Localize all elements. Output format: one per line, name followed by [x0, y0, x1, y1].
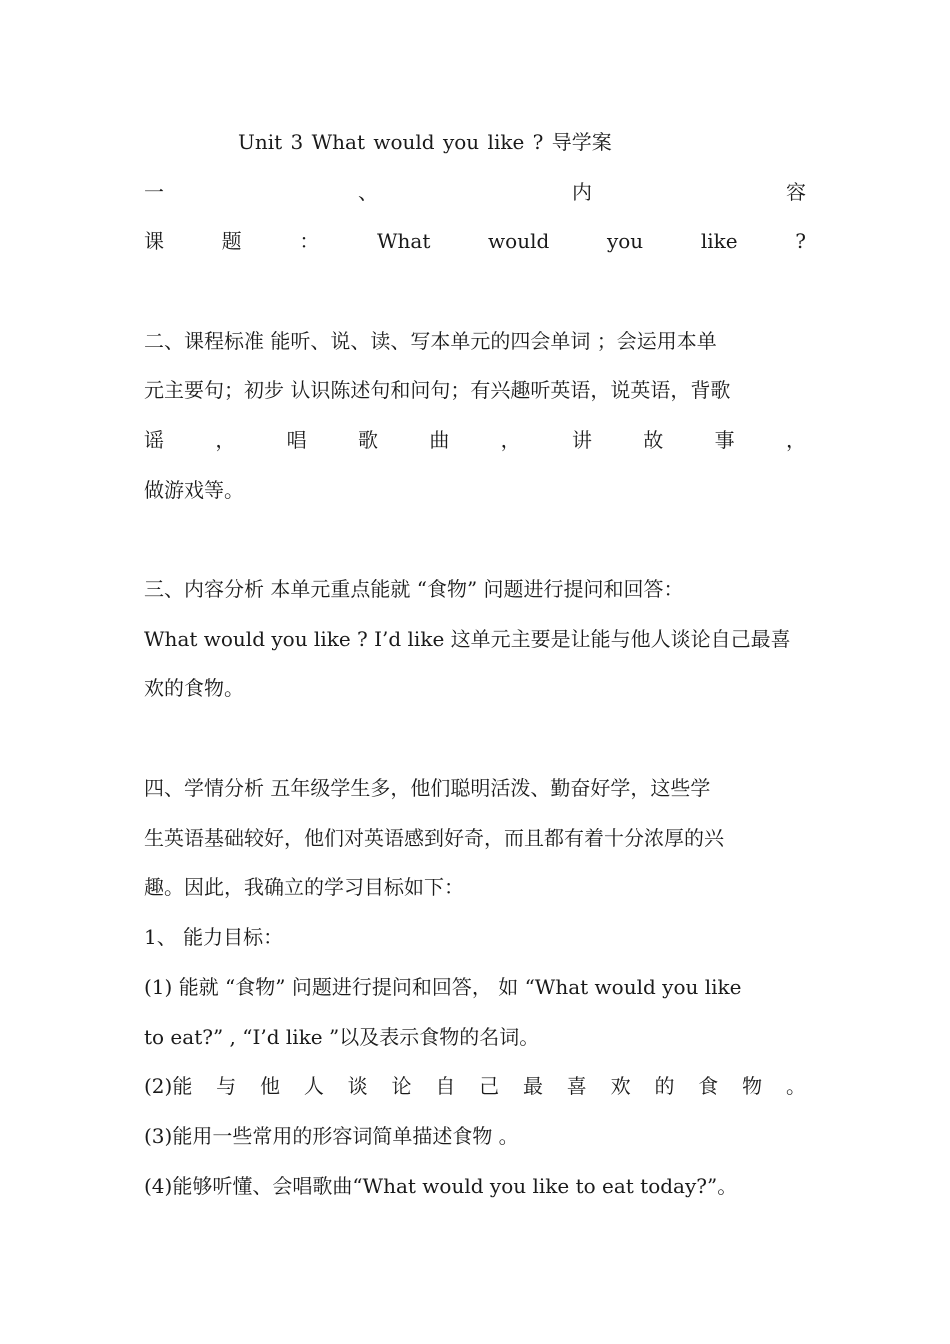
char: 物: [742, 1074, 763, 1098]
goal-item1-line1: (1) 能就 “食物” 问题进行提问和回答， 如 “What would you like: [144, 975, 742, 999]
section2-line4: 做游戏等。: [144, 478, 244, 502]
char: 喜: [566, 1074, 587, 1098]
char: 人: [303, 1074, 324, 1098]
char: 欢: [610, 1074, 631, 1098]
section3-line1: 三、内容分析 本单元重点能就 “食物” 问题进行提问和回答：: [144, 577, 684, 601]
char: 唱: [286, 428, 307, 452]
char: 谣: [144, 428, 164, 452]
char: 、: [358, 180, 378, 204]
document-title: Unit 3 What would you like ? 导学案: [238, 130, 612, 154]
word: 题: [221, 229, 242, 253]
section4-line2: 生英语基础较好，他们对英语感到好奇，而且都有着十分浓厚的兴: [144, 826, 724, 850]
section3-line2: What would you like ? I’d like 这单元主要是让能与他人谈论自己最喜: [144, 627, 791, 651]
goal-item4: (4)能够听懂、会唱歌曲“What would you like to eat today?”。: [144, 1174, 738, 1198]
char: (2)能: [144, 1074, 193, 1098]
word: ?: [795, 229, 806, 253]
section2-line2: 元主要句；初步 认识陈述句和问句；有兴趣听英语，说英语，背歌: [144, 378, 731, 402]
char: 他: [260, 1074, 280, 1098]
char: 歌: [357, 428, 378, 452]
goal-item3: (3)能用一些常用的形容词简单描述食物 。: [144, 1124, 519, 1148]
char: 自: [435, 1074, 456, 1098]
word: ：: [299, 229, 320, 253]
char: 与: [216, 1074, 237, 1098]
char: 的: [654, 1074, 675, 1098]
char: 容: [786, 180, 806, 204]
section3-line3: 欢的食物。: [144, 676, 244, 700]
char: 曲: [429, 428, 450, 452]
word: would: [488, 229, 550, 253]
char: 最: [522, 1074, 543, 1098]
goal-item1-line2: to eat?” , “I’d like ”以及表示食物的名词。: [144, 1025, 540, 1049]
word: you: [606, 229, 644, 253]
section2-line1: 二、课程标准 能听、说、读、写本单元的四会单词 ；会运用本单: [144, 329, 717, 353]
char: 。: [785, 1074, 806, 1098]
word: 课: [144, 229, 164, 253]
goal-heading: 1、 能力目标：: [144, 925, 284, 949]
char: 事: [714, 428, 735, 452]
section4-line1: 四、学情分析 五年级学生多，他们聪明活泼、勤奋好学，这些学: [144, 776, 711, 800]
char: 论: [391, 1074, 412, 1098]
goal-item2: [144, 1071, 806, 1101]
char: 食: [698, 1074, 719, 1098]
section1-heading: [144, 177, 806, 207]
word: What: [376, 229, 431, 253]
char: 一: [144, 180, 164, 204]
section1-topic: [144, 226, 806, 256]
char: 讲: [571, 428, 592, 452]
char: 故: [643, 428, 664, 452]
section4-line3: 趣。因此，我确立的学习目标如下：: [144, 875, 464, 899]
char: ，: [785, 428, 806, 452]
word: like: [700, 229, 738, 253]
section2-line3: [144, 425, 806, 455]
char: ，: [215, 428, 236, 452]
char: 谈: [347, 1074, 368, 1098]
char: ，: [500, 428, 521, 452]
char: 己: [479, 1074, 500, 1098]
char: 内: [572, 180, 592, 204]
